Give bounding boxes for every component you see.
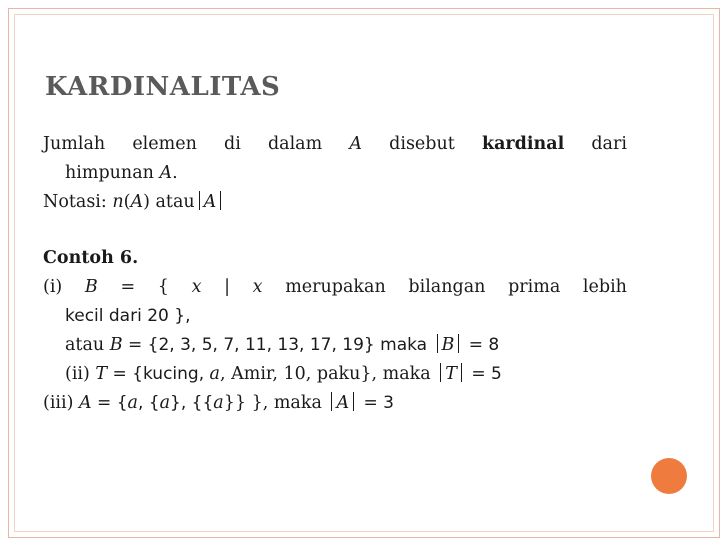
- set-symbol: B: [109, 335, 123, 355]
- example-i-line-2: kecil dari 20 },: [65, 306, 191, 326]
- example-iii-line: [43, 389, 627, 418]
- set-symbol: T: [445, 364, 457, 384]
- text-word: lebih: [582, 277, 627, 297]
- set-symbol: B: [84, 277, 98, 297]
- set-symbol: A: [79, 393, 92, 413]
- set-symbol: A: [159, 163, 173, 183]
- keyword-kardinal: kardinal: [481, 134, 565, 154]
- text-fragment: (: [123, 192, 131, 212]
- function-symbol: n: [112, 192, 124, 212]
- text-fragment: }} }, maka: [223, 393, 328, 413]
- set-symbol: B: [441, 335, 455, 355]
- text-fragment: = 8: [463, 335, 500, 355]
- cardinality-bar: [220, 191, 221, 210]
- cardinality-bar: [199, 191, 200, 210]
- text-fragment: atau: [149, 192, 195, 212]
- text-word: merupakan: [285, 277, 386, 297]
- definition-line-2: [43, 159, 627, 188]
- set-symbol: A: [130, 192, 144, 212]
- set-symbol: A: [336, 393, 350, 413]
- cardinality-bar: [461, 363, 462, 382]
- variable-symbol: a: [127, 393, 138, 413]
- text-fragment: = {2, 3, 5, 7, 11, 13, 17, 19} maka: [122, 335, 433, 355]
- cardinality-bar: [458, 334, 459, 353]
- cardinality-bar: [437, 334, 438, 353]
- example-i-line-3: [43, 331, 627, 360]
- text-fragment: (iii): [43, 393, 80, 413]
- text-fragment: , {: [137, 393, 160, 413]
- slide-title: KARDINALITAS: [45, 72, 281, 102]
- variable-symbol: a: [159, 393, 171, 413]
- example-ii-line: [43, 360, 627, 389]
- text-word: disebut: [389, 134, 455, 154]
- variable-symbol: x: [191, 277, 202, 297]
- text-word: Jumlah: [43, 134, 106, 154]
- text-fragment: = 5: [465, 364, 502, 384]
- text-word: =: [120, 277, 136, 297]
- text-fragment: (ii): [65, 364, 96, 384]
- text-fragment: = {: [91, 393, 128, 413]
- text-word: di: [224, 134, 241, 154]
- cardinality-bar: [440, 363, 441, 382]
- text-word: bilangan: [408, 277, 486, 297]
- definition-line-1: [43, 130, 627, 159]
- text-fragment: , Amir, 10, paku}, maka: [219, 364, 437, 384]
- notation-line: [43, 188, 627, 217]
- text-fragment: = {kucing,: [107, 364, 210, 384]
- text-word: dalam: [267, 134, 323, 154]
- text-fragment: himpunan: [65, 163, 160, 183]
- text-fragment: Notasi:: [43, 192, 113, 212]
- example-i-line-1: [43, 273, 627, 302]
- text-fragment: .: [172, 163, 178, 183]
- cardinality-bar: [331, 392, 332, 411]
- set-symbol: A: [203, 192, 217, 212]
- set-symbol: T: [95, 364, 108, 384]
- variable-symbol: a: [209, 364, 220, 384]
- text-word: dari: [591, 134, 627, 154]
- decorative-circle: [651, 458, 687, 494]
- text-fragment: ): [143, 192, 150, 212]
- cardinality-bar: [353, 392, 354, 411]
- text-word: elemen: [132, 134, 197, 154]
- text-word: (i): [43, 277, 63, 297]
- spacer: [43, 217, 627, 244]
- example-heading: Contoh 6.: [43, 248, 139, 268]
- variable-symbol: x: [252, 277, 263, 297]
- text-word: prima: [508, 277, 561, 297]
- text-word: |: [224, 277, 231, 297]
- text-fragment: = 3: [358, 393, 394, 413]
- text-word: {: [157, 277, 169, 297]
- text-fragment: atau: [65, 335, 110, 355]
- slide-body: [43, 130, 627, 418]
- variable-symbol: a: [213, 393, 224, 413]
- text-fragment: }, {{: [170, 393, 214, 413]
- set-symbol: A: [349, 134, 362, 154]
